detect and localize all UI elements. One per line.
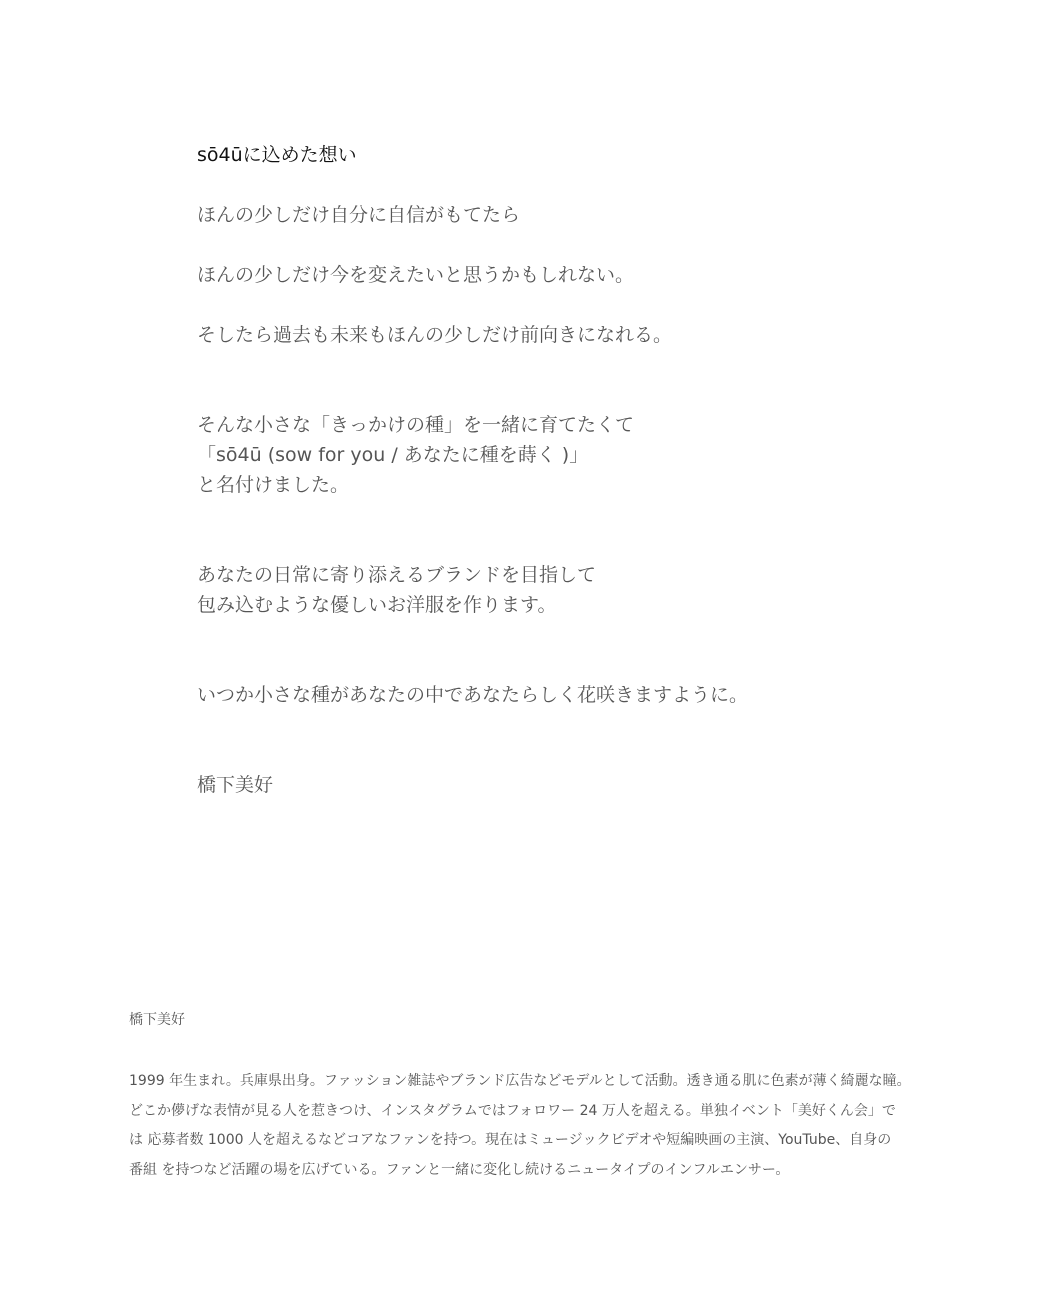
statement-paragraph-3: そしたら過去も未来もほんの少しだけ前向きになれる。	[197, 324, 673, 346]
spacer	[197, 350, 957, 410]
statement-line: そんな小さな「きっかけの種」を一緒に育てたくて	[197, 414, 635, 436]
statement-heading: sō4ūに込めた想い	[197, 144, 357, 166]
spacer	[197, 620, 957, 680]
profile-bio	[129, 1067, 939, 1185]
spacer	[197, 290, 957, 320]
statement-paragraph-2: ほんの少しだけ今を変えたいと思うかもしれない。	[197, 264, 635, 286]
bio-line: どこか儚げな表情が見る人を惹きつけ、インスタグラムではフォロワー 24 万人を超える。単独イベント「美好くん会」で	[129, 1102, 896, 1119]
bio-line: 1999 年生まれ。兵庫県出身。ファッション雑誌やブランド広告などモデルとして活動。透き通る肌に色素が薄く綺麗な瞳。	[129, 1073, 911, 1089]
statement-paragraph-1: ほんの少しだけ自分に自信がもてたら	[197, 204, 521, 226]
statement-line: 包み込むような優しいお洋服を作ります。	[197, 594, 557, 616]
spacer	[197, 230, 957, 260]
brand-statement	[197, 140, 957, 800]
statement-signature: 橋下美好	[197, 774, 274, 796]
profile-name: 橋下美好	[129, 1012, 185, 1028]
statement-line: と名付けました。	[197, 474, 350, 496]
statement-paragraph-4	[197, 410, 957, 500]
statement-paragraph-6: いつか小さな種があなたの中であなたらしく花咲きますように。	[197, 684, 749, 706]
spacer	[197, 500, 957, 560]
spacer	[197, 170, 957, 200]
author-profile	[129, 1008, 939, 1185]
statement-line: 「sō4ū (sow for you / あなたに種を蒔く )」	[197, 444, 589, 466]
spacer	[197, 710, 957, 770]
statement-paragraph-5	[197, 560, 957, 620]
bio-line: 番組 を持つなど活躍の場を広げている。ファンと一緒に変化し続けるニュータイプのインフルエンサー。	[129, 1161, 790, 1178]
bio-line: は 応募者数 1000 人を超えるなどコアなファンを持つ。現在はミュージックビデオや短編映画の主演、YouTube、自身の	[129, 1132, 892, 1148]
statement-line: あなたの日常に寄り添えるブランドを目指して	[197, 564, 597, 586]
